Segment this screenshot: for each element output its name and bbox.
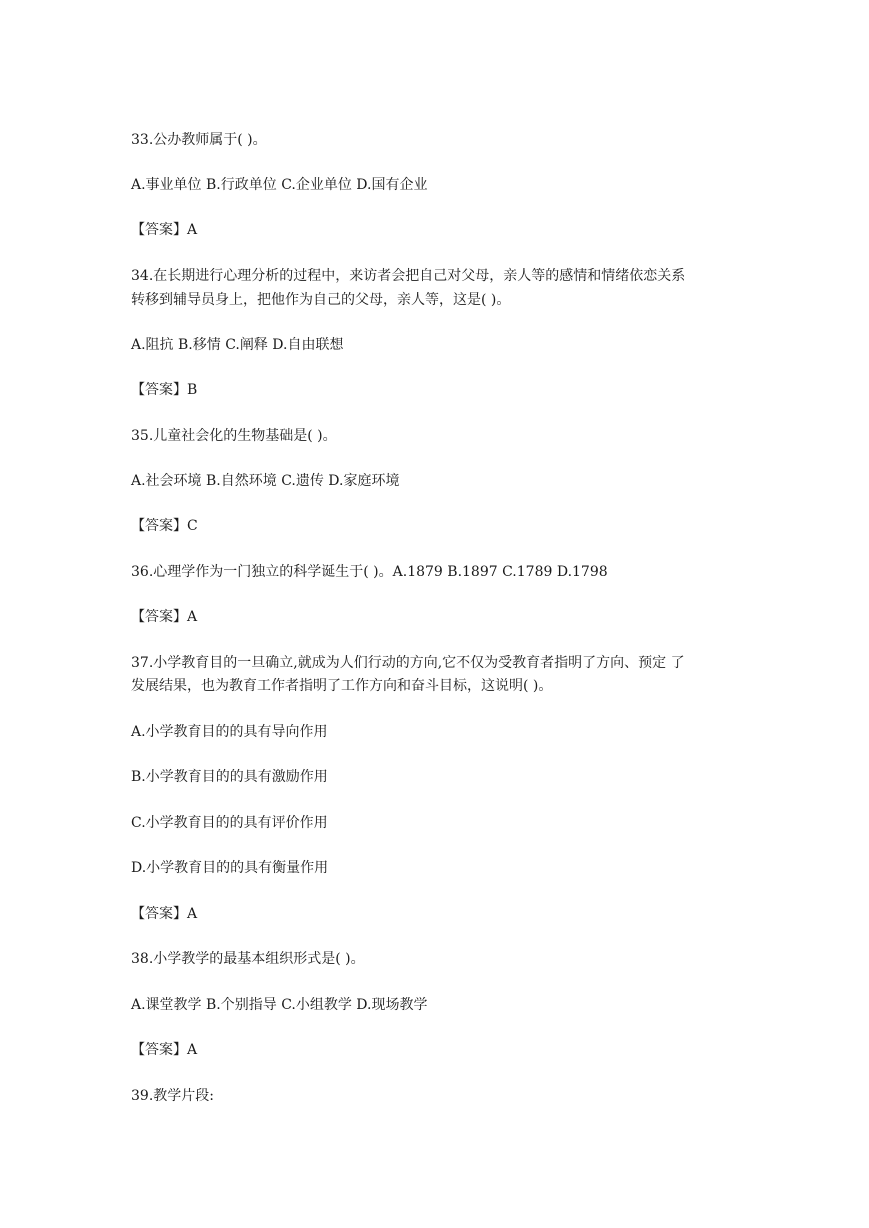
question-35-options: A.社会环境 B.自然环境 C.遗传 D.家庭环境 [131,473,400,489]
question-34-answer: 【答案】B [131,382,198,398]
question-37-text-line2: 发展结果，也为教育工作者指明了工作方向和奋斗目标，这说明( )。 [131,678,553,694]
question-35-answer: 【答案】C [131,518,198,534]
question-34-text-line1: 34.在长期进行心理分析的过程中，来访者会把自己对父母，亲人等的感情和情绪依恋关系 [131,268,686,284]
question-37-option-a: A.小学教育目的的具有导向作用 [131,724,328,740]
question-34-options: A.阻抗 B.移情 C.阐释 D.自由联想 [131,337,344,353]
question-36-answer: 【答案】A [131,609,198,625]
question-33-answer: 【答案】A [131,222,198,238]
question-37-option-d: D.小学教育目的的具有衡量作用 [131,860,329,876]
question-37-option-c: C.小学教育目的的具有评价作用 [131,815,328,831]
question-37-answer: 【答案】A [131,906,198,922]
question-39-text: 39.教学片段: [131,1088,214,1104]
question-33-options: A.事业单位 B.行政单位 C.企业单位 D.国有企业 [131,177,428,193]
question-37-text-line1: 37.小学教育目的一旦确立,就成为人们行动的方向,它不仅为受教育者指明了方向、预定 了 [131,655,685,671]
question-33-text: 33.公办教师属于( )。 [131,132,267,148]
question-35-text: 35.儿童社会化的生物基础是( )。 [131,428,337,444]
question-38-answer: 【答案】A [131,1042,198,1058]
question-34-text-line2: 转移到辅导员身上，把他作为自己的父母，亲人等，这是( )。 [131,292,511,308]
question-36-text: 36.心理学作为一门独立的科学诞生于( )。A.1879 B.1897 C.1789 D.1798 [131,564,608,580]
question-37-option-b: B.小学教育目的的具有激励作用 [131,769,328,785]
question-38-options: A.课堂教学 B.个别指导 C.小组教学 D.现场教学 [131,997,428,1013]
question-38-text: 38.小学教学的最基本组织形式是( )。 [131,951,365,967]
